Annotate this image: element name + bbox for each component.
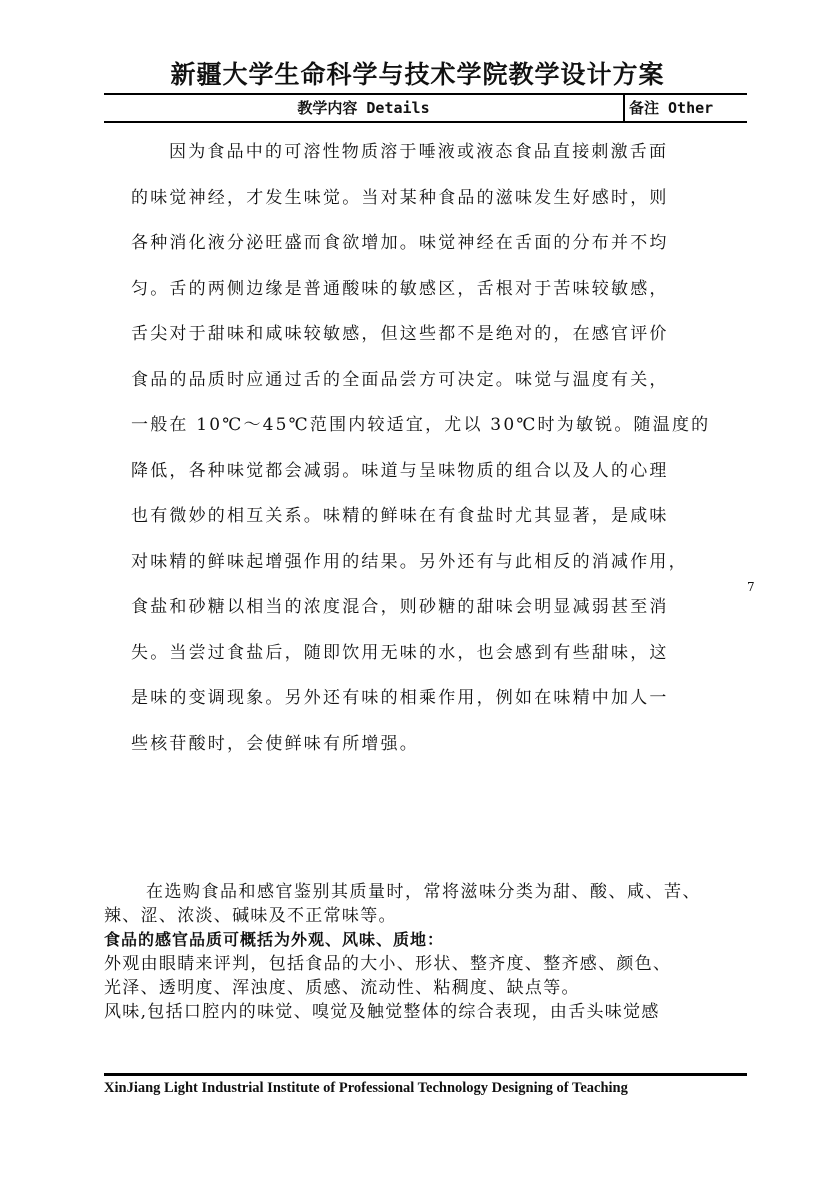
paragraph-line: 的味觉神经，才发生味觉。当对某种食品的滋味发生好感时，则 [131,187,669,208]
paragraph-line: 各种消化液分泌旺盛而食欲增加。味觉神经在舌面的分布并不均 [131,233,669,253]
bold-heading: 食品的感官品质可概括为外观、风味、质地： [104,930,445,949]
paragraph-line: 匀。舌的两侧边缘是普通酸味的敏感区，舌根对于苦味较敏感， [131,278,669,299]
footer-text: XinJiang Light Industrial Institute of Professional Technology Designing of Teaching [104,1080,628,1096]
paragraph-line: 因为食品中的可溶性物质溶于唾液或液态食品直接刺激舌面 [169,142,669,162]
paragraph-line: 风味,包括口腔内的味觉、嗅觉及触觉整体的综合表现，由舌头味觉感 [104,1002,660,1022]
paragraph-line: 是味的变调现象。另外还有味的相乘作用，例如在味精中加人一 [131,688,669,708]
paragraph-line: 食品的品质时应通过舌的全面品尝方可决定。味觉与温度有关， [131,369,669,390]
document-title: 新疆大学生命科学与技术学院教学设计方案 [170,60,665,89]
lower-section [104,880,744,1024]
paragraph-line: 失。当尝过食盐后，随即饮用无味的水，也会感到有些甜味，这 [131,642,669,663]
paragraph-line: 些核苷酸时，会使鲜味有所增强。 [131,733,419,754]
paragraph-line: 舌尖对于甜味和咸味较敏感，但这些都不是绝对的，在感官评价 [131,324,669,344]
paragraph-line: 辣、涩、浓淡、碱味及不正常味等。 [104,906,397,926]
remarks-column-label: 备注 Other [629,99,714,117]
column-divider [623,95,625,121]
paragraph-line: 降低，各种味觉都会减弱。味道与呈味物质的组合以及人的心理 [131,460,669,481]
page-number: 7 [747,580,755,594]
paragraph-line: 在选购食品和感官鉴别其质量时，常将滋味分类为甜、酸、咸、苦、 [146,882,701,902]
content-column-label: 教学内容 Details [297,99,430,117]
paragraph-line: 光泽、透明度、浑浊度、质感、流动性、粘稠度、缺点等。 [104,978,580,998]
paragraph-line: 食盐和砂糖以相当的浓度混合，则砂糖的甜味会明显减弱甚至消 [131,597,669,617]
header-table [104,93,747,123]
paragraph-line: 也有微妙的相互关系。味精的鲜味在有食盐时尤其显著，是咸味 [131,506,669,526]
paragraph-line: 外观由眼睛来评判，包括食品的大小、形状、整齐度、整齐感、颜色、 [104,954,672,974]
footer-rule [104,1073,747,1076]
main-paragraph [131,130,721,767]
paragraph-line: 一般在 10℃～45℃范围内较适宜，尤以 30℃时为敏锐。随温度的 [131,415,711,435]
paragraph-line: 对味精的鲜味起增强作用的结果。另外还有与此相反的消减作用， [131,551,688,572]
